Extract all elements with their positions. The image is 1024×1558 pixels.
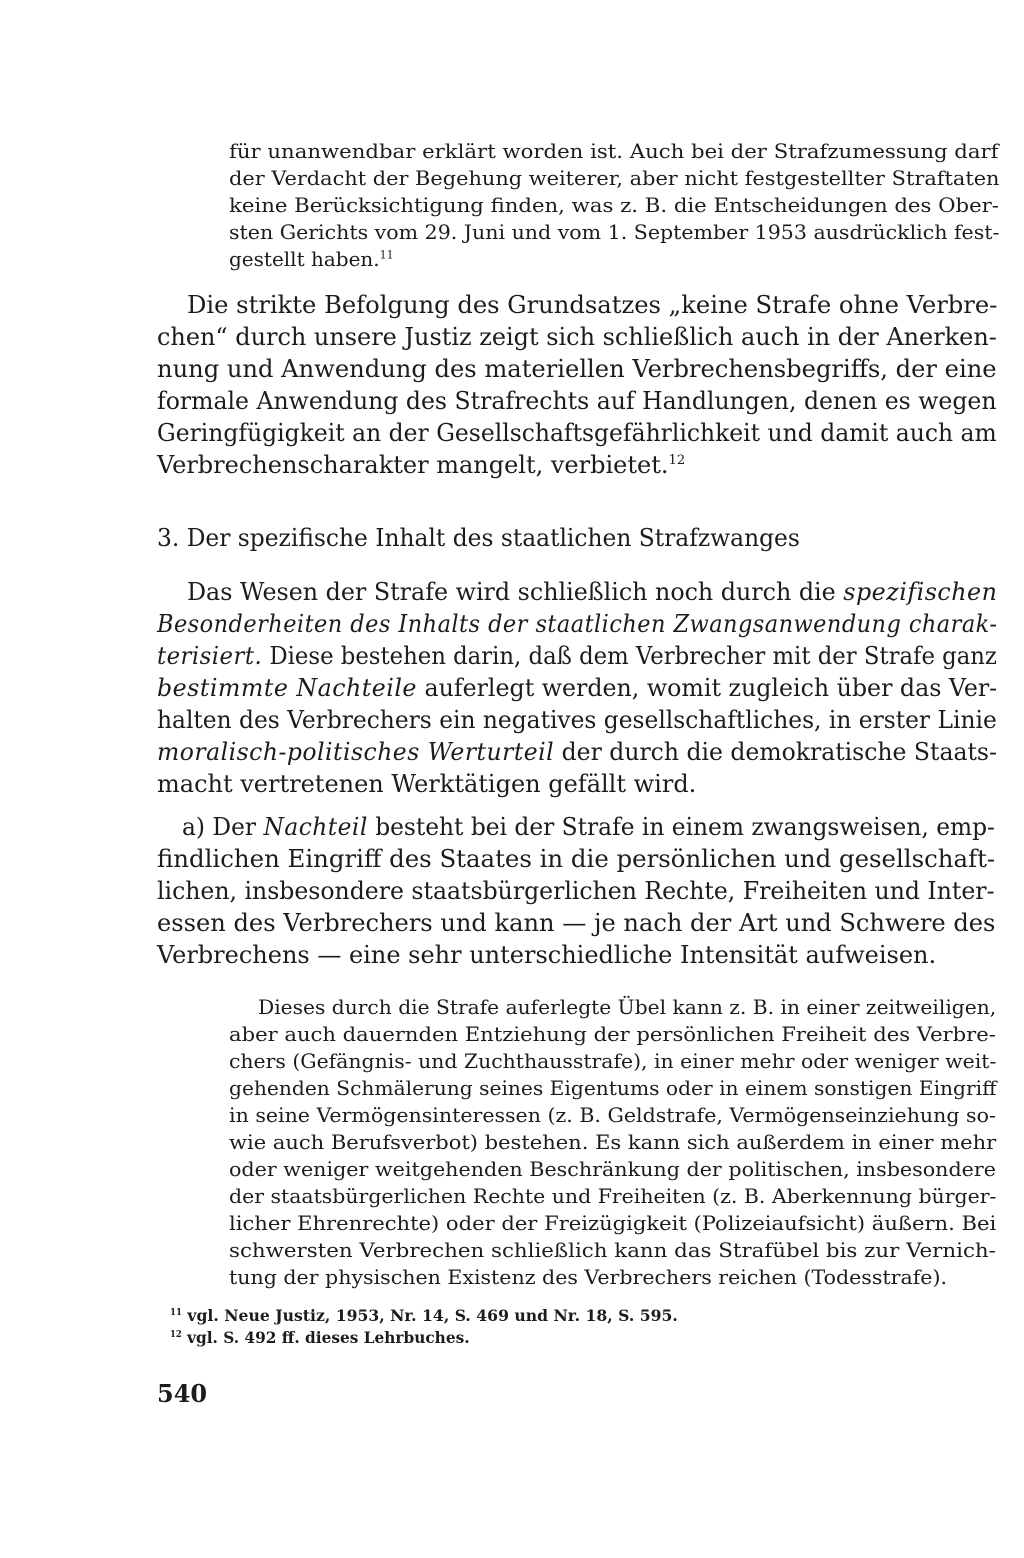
para2-line: moralisch-politisches Werturteil der durch die demokratische Staats-	[157, 738, 997, 766]
para2-line: terisiert. Diese bestehen darin, daß dem Verbrecher mit der Strafe ganz	[157, 642, 997, 670]
para3-line: essen des Verbrechers und kann — je nach der Art und Schwere des	[157, 909, 996, 937]
small-bottom-line: wie auch Berufsverbot) bestehen. Es kann sich außerdem in einer mehr	[229, 1130, 997, 1154]
footnote: $^{12}$ vgl. S. 492 ff. dieses Lehrbuches.	[170, 1328, 470, 1347]
para2-line: bestimmte Nachteile auferlegt werden, womit zugleich über das Ver-	[157, 674, 998, 702]
small-top-line: keine Berücksichtigung finden, was z. B. die Entscheidungen des Ober-	[229, 193, 999, 217]
small-bottom-line: Dieses durch die Strafe auferlegte Übel kann z. B. in einer zeitweiligen,	[258, 995, 997, 1019]
para3-line: Verbrechens — eine sehr unterschiedliche Intensität aufweisen.	[157, 941, 937, 969]
small-top-line: für unanwendbar erklärt worden ist. Auch bei der Strafzumessung darf	[229, 139, 999, 163]
small-bottom-line: licher Ehrenrechte) oder der Freizügigkeit (Polizeiaufsicht) äußern. Bei	[229, 1211, 997, 1235]
para2-line: halten des Verbrechers ein negatives gesellschaftliches, in erster Linie	[157, 706, 997, 734]
small-top-line: gestellt haben.$^{11}$	[229, 247, 394, 271]
footnote-ref: 12	[668, 452, 686, 468]
para1-line: formale Anwendung des Strafrechts auf Handlungen, denen es wegen	[157, 387, 997, 415]
small-bottom-line: oder weniger weitgehenden Beschränkung der politischen, insbesondere	[229, 1157, 996, 1181]
para1-line: Die strikte Befolgung des Grundsatzes „keine Strafe ohne Verbre-	[187, 291, 998, 319]
small-bottom-line: chers (Gefängnis- und Zuchthausstrafe), in einer mehr oder weniger weit-	[229, 1049, 997, 1073]
para2-line: macht vertretenen Werktätigen gefällt wird.	[157, 770, 697, 798]
small-bottom-line: der staatsbürgerlichen Rechte und Freiheiten (z. B. Aberkennung bürger-	[229, 1184, 997, 1208]
para3-line: findlichen Eingriff des Staates in die persönlichen und gesellschaft-	[157, 845, 996, 873]
para3-line: lichen, insbesondere staatsbürgerlichen Rechte, Freiheiten und Inter-	[157, 877, 995, 905]
page-number: 540	[157, 1379, 208, 1408]
para2-line: Besonderheiten des Inhalts der staatlichen Zwangsanwendung charak-	[157, 610, 998, 638]
small-bottom-line: in seine Vermögensinteressen (z. B. Geldstrafe, Vermögenseinziehung so-	[229, 1103, 996, 1127]
small-bottom-line: gehenden Schmälerung seines Eigentums oder in einem sonstigen Eingriff	[229, 1076, 997, 1100]
section-heading: 3. Der spezifische Inhalt des staatlichen Strafzwanges	[157, 524, 800, 552]
small-bottom-line: aber auch dauernden Entziehung der persönlichen Freiheit des Verbre-	[229, 1022, 996, 1046]
para1-line: Verbrechenscharakter mangelt, verbietet.$^{12}$	[157, 451, 686, 479]
para1-line: nung und Anwendung des materiellen Verbrechensbegriffs, der eine	[157, 355, 997, 383]
para3-line: a) Der Nachteil besteht bei der Strafe in einem zwangsweisen, emp-	[182, 813, 995, 841]
small-top-line: der Verdacht der Begehung weiterer, aber nicht festgestellter Straftaten	[229, 166, 1000, 190]
footnote-ref: 11	[379, 248, 394, 262]
small-bottom-line: schwersten Verbrechen schließlich kann das Strafübel bis zur Vernich-	[229, 1238, 996, 1262]
para2-line: Das Wesen der Strafe wird schließlich noch durch die spezifischen	[187, 578, 998, 606]
para1-line: Geringfügigkeit an der Gesellschaftsgefährlichkeit und damit auch am	[157, 419, 997, 447]
small-top-line: sten Gerichts vom 29. Juni und vom 1. September 1953 ausdrücklich fest-	[229, 220, 1000, 244]
para1-line: chen“ durch unsere Justiz zeigt sich schließlich auch in der Anerken-	[157, 323, 997, 351]
small-bottom-line: tung der physischen Existenz des Verbrechers reichen (Todesstrafe).	[229, 1265, 948, 1289]
footnote: $^{11}$ vgl. Neue Justiz, 1953, Nr. 14, S. 469 und Nr. 18, S. 595.	[170, 1306, 678, 1325]
